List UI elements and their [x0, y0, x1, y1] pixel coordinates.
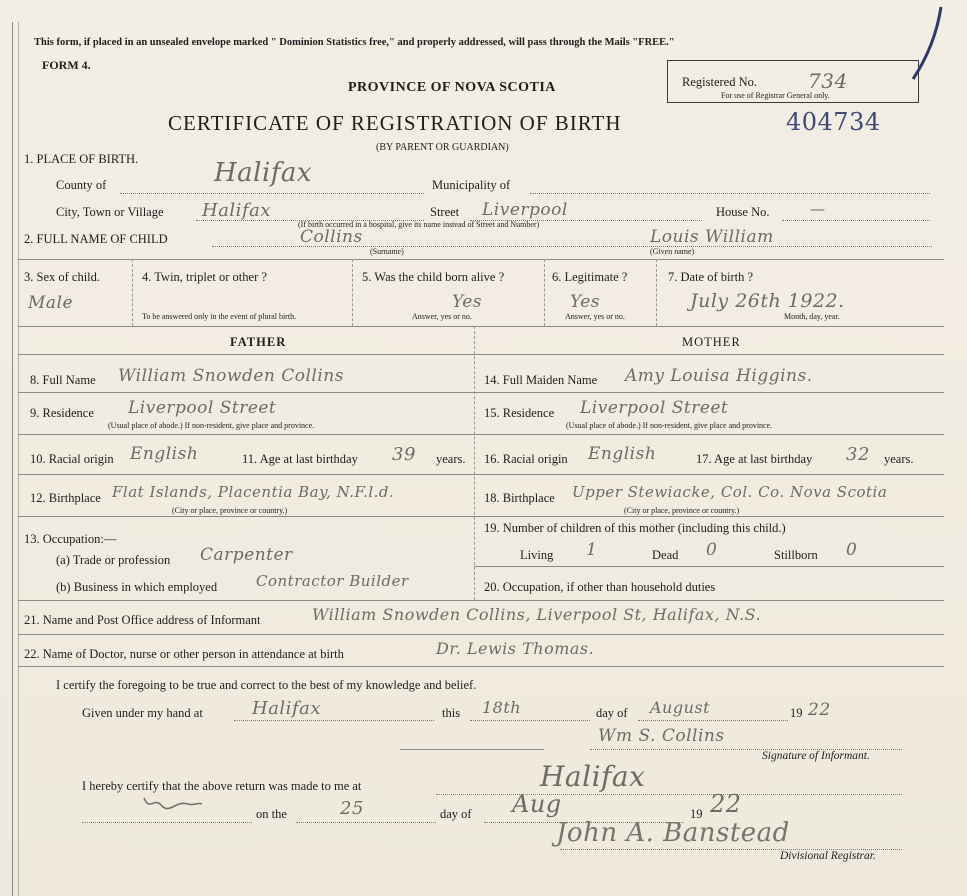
living-value: 1 [586, 540, 598, 560]
father-birthplace-value: Flat Islands, Placentia Bay, N.F.l.d. [112, 483, 395, 501]
city-label: City, Town or Village [56, 205, 164, 219]
surname-caption: (Surname) [370, 247, 404, 256]
given-caption: (Given name) [650, 247, 695, 256]
father-name-label: 8. Full Name [30, 373, 96, 387]
place-of-birth-heading: 1. PLACE OF BIRTH. [24, 152, 139, 166]
municipality-label: Municipality of [432, 178, 511, 192]
certificate-subtitle: (BY PARENT OR GUARDIAN) [376, 142, 509, 153]
mother-residence-value: Liverpool Street [580, 398, 729, 418]
stillborn-value: 0 [846, 540, 858, 560]
house-value: — [810, 200, 826, 218]
mother-birthplace-value: Upper Stewiacke, Col. Co. Nova Scotia [572, 483, 888, 501]
registered-value: 734 [808, 69, 848, 93]
child-surname: Collins [300, 227, 363, 247]
registered-label: Registered No. [682, 75, 757, 89]
city-value: Halifax [202, 200, 271, 221]
father-birthplace-label: 12. Birthplace [30, 491, 101, 505]
twin-label: 4. Twin, triplet or other ? [142, 270, 267, 284]
father-heading: FATHER [230, 335, 287, 349]
left-margin-line [12, 22, 13, 896]
certificate-number: 404734 [786, 108, 881, 136]
father-age-label: 11. Age at last birthday [242, 452, 358, 466]
registrar-year: 22 [710, 790, 742, 818]
child-name-label: 2. FULL NAME OF CHILD [24, 232, 168, 246]
mother-occupation-label: 20. Occupation, if other than household duties [484, 580, 716, 594]
mother-racial-value: English [588, 444, 657, 464]
alive-value: Yes [452, 292, 483, 312]
father-residence-value: Liverpool Street [128, 398, 277, 418]
registrar-month: Aug [512, 790, 562, 818]
father-age-unit: years. [436, 452, 466, 466]
father-residence-label: 9. Residence [30, 406, 94, 420]
mother-name-label: 14. Full Maiden Name [484, 373, 598, 387]
hospital-note: (If birth occurred in a hospital, give its name instead of Street and Number) [298, 220, 540, 229]
registrar-year-prefix: 19 [690, 807, 703, 821]
given-year: 22 [808, 700, 831, 720]
doctor-label: 22. Name of Doctor, nurse or other person in attendance at birth [24, 647, 344, 661]
mother-heading: MOTHER [682, 335, 741, 349]
informant-label: 21. Name and Post Office address of Informant [24, 613, 261, 627]
mother-birthplace-note: (City or place, province or country.) [624, 506, 740, 515]
left-margin-line-inner [18, 22, 19, 896]
mother-age-unit: years. [884, 452, 914, 466]
sex-label: 3. Sex of child. [24, 270, 101, 284]
mother-residence-label: 15. Residence [484, 406, 555, 420]
living-label: Living [520, 548, 554, 562]
father-birthplace-note: (City or place, province or country.) [172, 506, 288, 515]
registrar-place: Halifax [540, 760, 646, 793]
stillborn-label: Stillborn [774, 548, 818, 562]
father-age-value: 39 [392, 444, 416, 465]
province-heading: PROVINCE OF NOVA SCOTIA [348, 80, 556, 95]
business-value: Contractor Builder [256, 572, 409, 590]
registrar-signature-caption: Divisional Registrar. [780, 850, 876, 862]
this-label: this [442, 706, 461, 720]
informant-signature: Wm S. Collins [598, 726, 725, 746]
sex-value: Male [28, 293, 74, 313]
county-value: Halifax [214, 158, 313, 188]
ink-stroke-mark [905, 3, 949, 83]
dob-label: 7. Date of birth ? [668, 270, 754, 284]
trade-label: (a) Trade or profession [56, 553, 171, 567]
mother-age-value: 32 [846, 444, 870, 465]
children-count-label: 19. Number of children of this mother (including this child.) [484, 521, 786, 535]
father-racial-label: 10. Racial origin [30, 452, 114, 466]
on-the-label: on the [256, 807, 287, 821]
registered-note: For use of Registrar General only. [721, 91, 830, 100]
registrar-day: 25 [340, 798, 364, 819]
house-label: House No. [716, 205, 770, 219]
legitimate-value: Yes [570, 292, 601, 312]
street-label: Street [430, 205, 460, 219]
year-prefix: 19 [790, 706, 803, 720]
given-month: August [650, 698, 711, 717]
twin-note: To be answered only in the event of plural birth. [142, 312, 297, 321]
mother-name-value: Amy Louisa Higgins. [625, 366, 813, 386]
informant-signature-caption: Signature of Informant. [762, 750, 870, 762]
registrar-signature: John A. Banstead [556, 818, 790, 848]
mother-birthplace-label: 18. Birthplace [484, 491, 555, 505]
dob-value: July 26th 1922. [690, 290, 845, 312]
business-label: (b) Business in which employed [56, 580, 218, 594]
dead-label: Dead [652, 548, 679, 562]
day-of-label: day of [596, 706, 628, 720]
alive-note: Answer, yes or no. [412, 312, 472, 321]
ink-flourish-icon [140, 792, 204, 816]
registrar-statement: I hereby certify that the above return was made to me at [82, 779, 362, 793]
mother-age-label: 17. Age at last birthday [696, 452, 813, 466]
doctor-value: Dr. Lewis Thomas. [436, 639, 595, 658]
mother-residence-note: (Usual place of abode.) If non-resident, give place and province. [566, 421, 773, 430]
certify-statement: I certify the foregoing to be true and correct to the best of my knowledge and belief. [56, 678, 477, 692]
child-given-name: Louis William [650, 227, 774, 247]
dob-note: Month, day, year. [784, 312, 840, 321]
mail-notice: This form, if placed in an unsealed envelope marked " Dominion Statistics free," and properly addressed, will pass through the Mails "FREE." [34, 37, 675, 48]
alive-label: 5. Was the child born alive ? [362, 270, 505, 284]
registered-box [667, 60, 919, 103]
father-occupation-label: 13. Occupation:— [24, 532, 117, 546]
mother-racial-label: 16. Racial origin [484, 452, 568, 466]
father-racial-value: English [130, 444, 199, 464]
given-label: Given under my hand at [82, 706, 203, 720]
registrar-day-of-label: day of [440, 807, 472, 821]
legitimate-label: 6. Legitimate ? [552, 270, 628, 284]
father-residence-note: (Usual place of abode.) If non-resident, give place and province. [108, 421, 315, 430]
dead-value: 0 [706, 540, 718, 560]
certificate-title: CERTIFICATE OF REGISTRATION OF BIRTH [168, 111, 622, 135]
street-value: Liverpool [482, 200, 568, 220]
county-label: County of [56, 178, 107, 192]
trade-value: Carpenter [200, 545, 293, 565]
father-name-value: William Snowden Collins [118, 366, 344, 386]
given-day: 18th [482, 698, 522, 717]
given-place: Halifax [252, 698, 321, 719]
legitimate-note: Answer, yes or no. [565, 312, 625, 321]
informant-value: William Snowden Collins, Liverpool St, Halifax, N.S. [312, 605, 762, 624]
form-number: FORM 4. [42, 58, 91, 72]
